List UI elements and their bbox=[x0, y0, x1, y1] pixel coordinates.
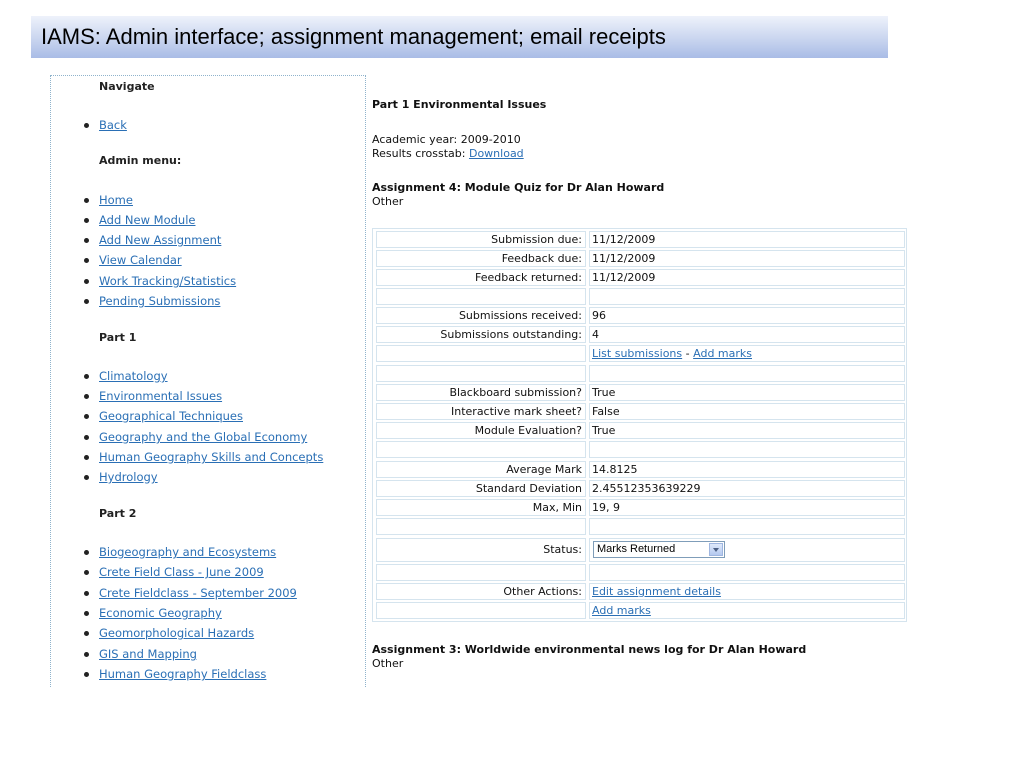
chevron-down-icon[interactable] bbox=[709, 543, 723, 556]
results-crosstab-label: Results crosstab: bbox=[372, 147, 466, 160]
back-link[interactable]: Back bbox=[99, 118, 127, 132]
download-link[interactable]: Download bbox=[468, 147, 524, 160]
blackboard-submission-value: True bbox=[589, 384, 905, 401]
assignment-details-table bbox=[372, 228, 907, 622]
sidebar-item-human-geography-fieldclass[interactable]: Human Geography Fieldclass bbox=[99, 667, 267, 681]
sidebar-item-crete-september[interactable]: Crete Fieldclass - September 2009 bbox=[99, 586, 297, 600]
bullet bbox=[84, 550, 89, 555]
table-row bbox=[376, 422, 905, 439]
other-actions-value bbox=[589, 602, 905, 619]
sidebar-item-add-new-assignment[interactable]: Add New Assignment bbox=[99, 233, 222, 247]
standard-deviation-label: Standard Deviation bbox=[376, 480, 586, 497]
sidebar-item-geographical-techniques[interactable]: Geographical Techniques bbox=[99, 409, 243, 423]
status-select[interactable] bbox=[593, 541, 725, 558]
empty-cell bbox=[376, 518, 586, 535]
table-row bbox=[376, 326, 905, 343]
average-mark-value: 14.8125 bbox=[589, 461, 905, 478]
bullet bbox=[84, 570, 89, 575]
other-actions-label: Other Actions: bbox=[376, 583, 586, 600]
bullet bbox=[84, 475, 89, 480]
submission-due-label: Submission due: bbox=[376, 231, 586, 248]
table-row bbox=[376, 583, 905, 600]
bullet bbox=[84, 435, 89, 440]
edit-assignment-link[interactable]: Edit assignment details bbox=[592, 585, 721, 598]
empty-cell bbox=[376, 564, 586, 581]
other-actions-value bbox=[589, 583, 905, 600]
add-marks-link-2[interactable]: Add marks bbox=[592, 604, 651, 617]
empty-cell bbox=[589, 441, 905, 458]
status-cell bbox=[589, 538, 905, 562]
sidebar-item-gis-mapping[interactable]: GIS and Mapping bbox=[99, 647, 197, 661]
bullet bbox=[84, 258, 89, 263]
empty-cell bbox=[376, 365, 586, 382]
sidebar-item-geomorphological-hazards[interactable]: Geomorphological Hazards bbox=[99, 626, 255, 640]
bullet bbox=[84, 279, 89, 284]
admin-menu-heading: Admin menu: bbox=[99, 154, 182, 167]
add-marks-link[interactable]: Add marks bbox=[693, 347, 752, 360]
max-min-label: Max, Min bbox=[376, 499, 586, 516]
list-submissions-link[interactable]: List submissions bbox=[592, 347, 683, 360]
bullet bbox=[84, 631, 89, 636]
bullet bbox=[84, 374, 89, 379]
part1-heading: Part 1 bbox=[99, 331, 137, 344]
assignment4-title: Assignment 4: Module Quiz for Dr Alan Howard bbox=[372, 181, 665, 194]
empty-cell bbox=[589, 518, 905, 535]
empty-cell bbox=[589, 288, 905, 305]
empty-cell bbox=[376, 288, 586, 305]
feedback-due-label: Feedback due: bbox=[376, 250, 586, 267]
table-row bbox=[376, 403, 905, 420]
bullet bbox=[84, 394, 89, 399]
sidebar-item-work-tracking[interactable]: Work Tracking/Statistics bbox=[99, 274, 237, 288]
bullet bbox=[84, 123, 89, 128]
sidebar-item-crete-june[interactable]: Crete Field Class - June 2009 bbox=[99, 565, 264, 579]
academic-year: Academic year: 2009-2010 bbox=[372, 133, 521, 146]
feedback-due-value: 11/12/2009 bbox=[589, 250, 905, 267]
submissions-received-label: Submissions received: bbox=[376, 307, 586, 324]
table-row-empty bbox=[376, 365, 905, 382]
submission-links bbox=[589, 345, 905, 362]
assignment3-type: Other bbox=[372, 657, 404, 670]
sidebar-item-human-geography-skills[interactable]: Human Geography Skills and Concepts bbox=[99, 450, 324, 464]
slide-title: IAMS: Admin interface; assignment management; email receipts bbox=[31, 16, 888, 58]
empty-cell bbox=[589, 564, 905, 581]
interactive-mark-sheet-label: Interactive mark sheet? bbox=[376, 403, 586, 420]
link-separator: - bbox=[685, 347, 690, 360]
module-evaluation-value: True bbox=[589, 422, 905, 439]
blackboard-submission-label: Blackboard submission? bbox=[376, 384, 586, 401]
part2-heading: Part 2 bbox=[99, 507, 137, 520]
bullet bbox=[84, 591, 89, 596]
table-row bbox=[376, 269, 905, 286]
status-select-value: Marks Returned bbox=[597, 543, 676, 555]
table-row bbox=[376, 384, 905, 401]
sidebar-item-climatology[interactable]: Climatology bbox=[99, 369, 168, 383]
sidebar-item-pending-submissions[interactable]: Pending Submissions bbox=[99, 294, 221, 308]
submissions-received-value: 96 bbox=[589, 307, 905, 324]
bullet bbox=[84, 414, 89, 419]
table-row bbox=[376, 250, 905, 267]
submissions-outstanding-label: Submissions outstanding: bbox=[376, 326, 586, 343]
results-crosstab bbox=[372, 147, 524, 160]
submission-due-value: 11/12/2009 bbox=[589, 231, 905, 248]
sidebar-item-economic-geography[interactable]: Economic Geography bbox=[99, 606, 222, 620]
table-row bbox=[376, 461, 905, 478]
sidebar-nav bbox=[50, 75, 366, 687]
bullet bbox=[84, 238, 89, 243]
sidebar-item-geography-global-economy[interactable]: Geography and the Global Economy bbox=[99, 430, 308, 444]
sidebar-item-biogeography[interactable]: Biogeography and Ecosystems bbox=[99, 545, 277, 559]
navigate-heading: Navigate bbox=[99, 80, 155, 93]
table-row bbox=[376, 538, 905, 562]
sidebar-item-add-new-module[interactable]: Add New Module bbox=[99, 213, 196, 227]
sidebar-item-home[interactable]: Home bbox=[99, 193, 133, 207]
table-row bbox=[376, 480, 905, 497]
sidebar-item-environmental-issues[interactable]: Environmental Issues bbox=[99, 389, 223, 403]
empty-cell bbox=[376, 345, 586, 362]
table-row-empty bbox=[376, 518, 905, 535]
table-row bbox=[376, 602, 905, 619]
bullet bbox=[84, 455, 89, 460]
empty-cell bbox=[376, 441, 586, 458]
bullet bbox=[84, 198, 89, 203]
interactive-mark-sheet-value: False bbox=[589, 403, 905, 420]
module-evaluation-label: Module Evaluation? bbox=[376, 422, 586, 439]
table-row bbox=[376, 345, 905, 362]
status-label: Status: bbox=[376, 538, 586, 562]
feedback-returned-label: Feedback returned: bbox=[376, 269, 586, 286]
assignment4-type: Other bbox=[372, 195, 404, 208]
empty-cell bbox=[589, 365, 905, 382]
empty-cell bbox=[376, 602, 586, 619]
bullet bbox=[84, 299, 89, 304]
average-mark-label: Average Mark bbox=[376, 461, 586, 478]
bullet bbox=[84, 672, 89, 677]
table-row-empty bbox=[376, 288, 905, 305]
sidebar-item-view-calendar[interactable]: View Calendar bbox=[99, 253, 182, 267]
standard-deviation-value: 2.45512353639229 bbox=[589, 480, 905, 497]
module-title: Part 1 Environmental Issues bbox=[372, 98, 547, 111]
table-row bbox=[376, 499, 905, 516]
max-min-value: 19, 9 bbox=[589, 499, 905, 516]
assignment3-title: Assignment 3: Worldwide environmental news log for Dr Alan Howard bbox=[372, 643, 807, 656]
sidebar-item-hydrology[interactable]: Hydrology bbox=[99, 470, 158, 484]
table-row bbox=[376, 307, 905, 324]
feedback-returned-value: 11/12/2009 bbox=[589, 269, 905, 286]
table-row bbox=[376, 231, 905, 248]
table-row-empty bbox=[376, 564, 905, 581]
submissions-outstanding-value: 4 bbox=[589, 326, 905, 343]
bullet bbox=[84, 218, 89, 223]
table-row-empty bbox=[376, 441, 905, 458]
bullet bbox=[84, 652, 89, 657]
bullet bbox=[84, 611, 89, 616]
